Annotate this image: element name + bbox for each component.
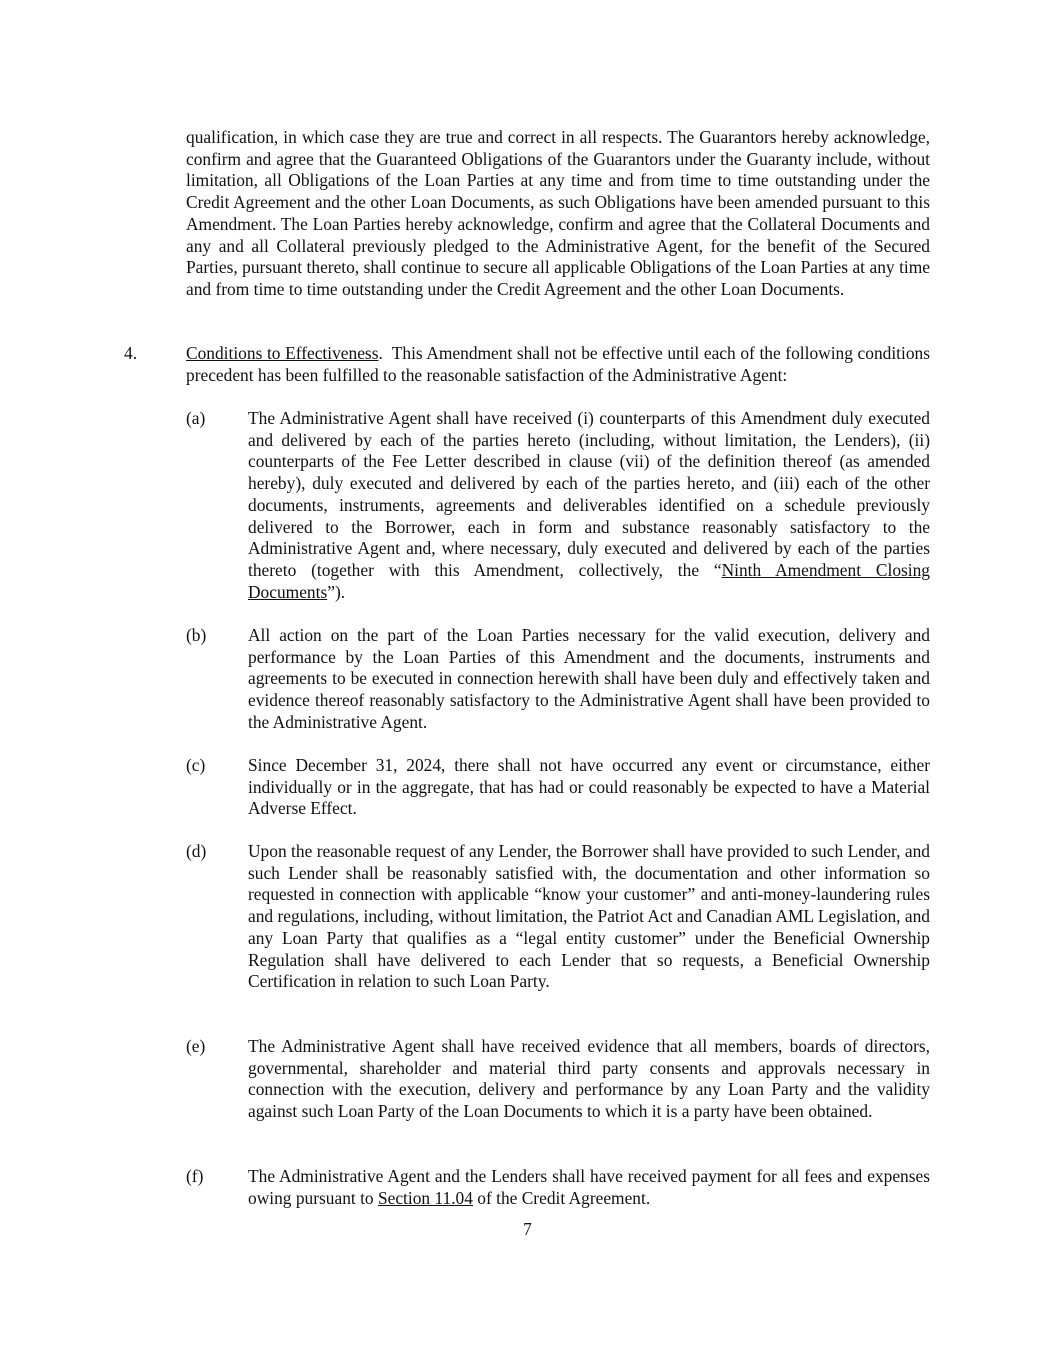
item-a-text	[248, 408, 930, 603]
item-e-text: The Administrative Agent shall have received evidence that all members, boards of directors, governmental, shareholder and material third party consents and approvals necessary in connection with the execution, delivery and performance by any Loan Party and the validity against such Loan Party of the Loan Documents to which it is a party have been obtained.	[248, 1036, 930, 1122]
item-f-text	[248, 1166, 930, 1209]
item-a-text-before: The Administrative Agent shall have received (i) counterparts of this Amendment duly executed and delivered by each of the parties hereto (including, without limitation, the Lenders), (ii) counterparts of the Fee Letter described in clause (vii) of the definition thereof (as amended hereby), duly executed and delivered by each of the parties hereto, and (iii) each of the other documents, instruments, agreements and deliverables identified on a schedule previously delivered to the Borrower, each in form and substance reasonably satisfactory to the Administrative Agent and, where necessary, duly executed and delivered by each of the parties thereto (together with this Amendment, collectively, the “	[248, 408, 930, 580]
section-reference: Section 11.04	[377, 1187, 473, 1208]
section-heading: Conditions to Effectiveness	[186, 343, 379, 363]
item-d-text: Upon the reasonable request of any Lender, the Borrower shall have provided to such Lender, and such Lender shall be reasonably satisfied with, the documentation and other information so requested in connection with applicable “know your customer” and anti-money-laundering rules and regulations, including, without limitation, the Patriot Act and Canadian AML Legislation, and any Loan Party that qualifies as a “legal entity customer” under the Beneficial Ownership Regulation shall have delivered to each Lender that so requests, a Beneficial Ownership Certification in relation to such Loan Party.	[248, 841, 930, 992]
item-f-text-before: The Administrative Agent and the Lenders shall have received payment for all fees and expenses owing pursuant to	[248, 1166, 930, 1208]
item-a-label: (a)	[186, 408, 206, 428]
item-b-label: (b)	[186, 625, 207, 645]
item-c-label: (c)	[186, 755, 206, 775]
item-b-text: All action on the part of the Loan Parties necessary for the valid execution, delivery and performance by the Loan Parties of this Amendment and the documents, instruments and agreements to be executed in connection herewith shall have been duly and effectively taken and evidence thereof reasonably satisfactory to the Administrative Agent shall have been provided to the Administrative Agent.	[248, 625, 930, 732]
item-e-label: (e)	[186, 1036, 206, 1056]
item-f-label: (f)	[186, 1166, 204, 1186]
defined-term: Ninth Amendment Closing Documents	[248, 559, 930, 602]
section-intro	[186, 343, 935, 386]
section-number: 4.	[124, 343, 138, 363]
section-heading-punct: .	[378, 343, 383, 363]
item-f-text-after: of the Credit Agreement.	[472, 1187, 651, 1208]
item-c-text: Since December 31, 2024, there shall not have occurred any event or circumstance, either individually or in the aggregate, that has had or could reasonably be expected to have a Material Adverse Effect.	[248, 755, 930, 819]
section-intro-text: This Amendment shall not be effective until each of the following conditions precedent has been fulfilled to the reasonable satisfaction of the Administrative Agent:	[186, 343, 935, 385]
continuation-paragraph: qualification, in which case they are true and correct in all respects. The Guarantors hereby acknowledge, confirm and agree that the Guaranteed Obligations of the Guarantors under the Guaranty include, without limitation, all Obligations of the Loan Parties at any time and from time to time outstanding under the Credit Agreement and the other Loan Documents, as such Obligations have been amended pursuant to this Amendment. The Loan Parties hereby acknowledge, confirm and agree that the Collateral Documents and any and all Collateral previously pledged to the Administrative Agent, for the benefit of the Secured Parties, pursuant thereto, shall continue to secure all applicable Obligations of the Loan Parties at any time and from time to time outstanding under the Credit Agreement and the other Loan Documents.	[186, 127, 930, 299]
item-a-text-after: ”).	[327, 581, 346, 602]
page-number: 7	[523, 1219, 532, 1239]
item-d-label: (d)	[186, 841, 207, 861]
